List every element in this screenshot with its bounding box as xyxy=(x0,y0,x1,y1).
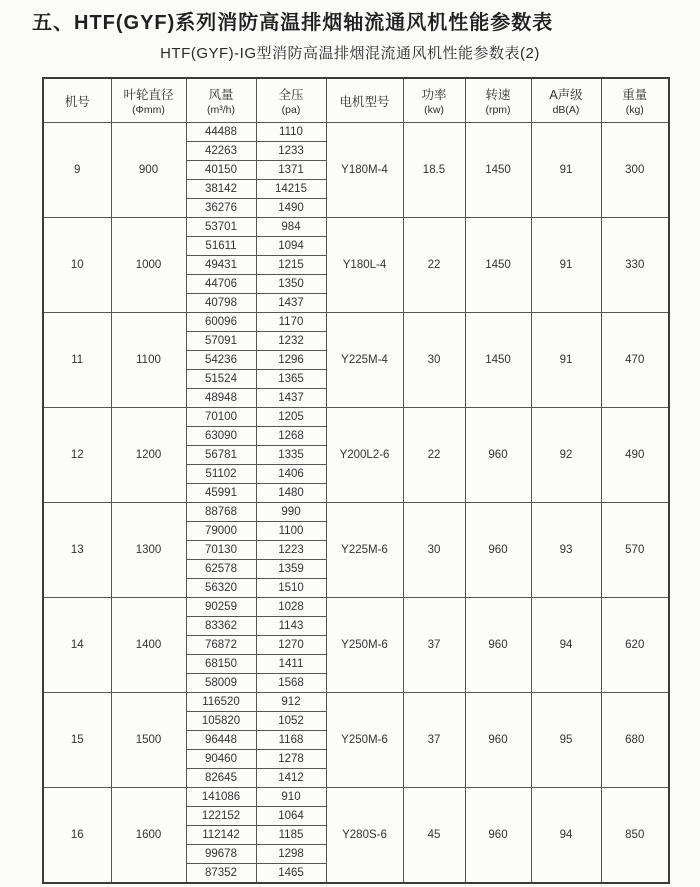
table-subtitle: HTF(GYF)-IG型消防高温排烟混流通风机性能参数表(2) xyxy=(160,45,540,62)
pressure-cell: 1365 xyxy=(256,370,326,389)
air-volume-cell: 40150 xyxy=(186,161,256,180)
table-row xyxy=(43,218,669,237)
page-title: 五、HTF(GYF)系列消防高温排烟轴流通风机性能参数表 xyxy=(32,12,554,34)
fan-no-cell: 13 xyxy=(43,503,111,598)
table-row xyxy=(43,408,669,427)
air-volume-cell: 90460 xyxy=(186,750,256,769)
impeller-dia-cell: 1400 xyxy=(111,598,186,693)
pressure-cell: 1064 xyxy=(256,807,326,826)
air-volume-cell: 70100 xyxy=(186,408,256,427)
pressure-cell: 1371 xyxy=(256,161,326,180)
fan-no-cell: 9 xyxy=(43,123,111,218)
air-volume-cell: 116520 xyxy=(186,693,256,712)
air-volume-cell: 44488 xyxy=(186,123,256,142)
power-cell: 30 xyxy=(403,313,465,408)
fan-no-cell: 11 xyxy=(43,313,111,408)
noise-cell: 91 xyxy=(531,123,601,218)
pressure-cell: 1406 xyxy=(256,465,326,484)
air-volume-cell: 87352 xyxy=(186,864,256,884)
air-volume-cell: 88768 xyxy=(186,503,256,522)
col-header-fan-no: 机号 xyxy=(43,78,111,123)
air-volume-cell: 53701 xyxy=(186,218,256,237)
col-header-pressure: 全压 (pa) xyxy=(256,78,326,123)
power-cell: 18.5 xyxy=(403,123,465,218)
pressure-cell: 1205 xyxy=(256,408,326,427)
noise-cell: 91 xyxy=(531,218,601,313)
table-row xyxy=(43,693,669,712)
impeller-dia-cell: 1200 xyxy=(111,408,186,503)
air-volume-cell: 83362 xyxy=(186,617,256,636)
motor-model-cell: Y250M-6 xyxy=(326,693,403,788)
table-row xyxy=(43,313,669,332)
air-volume-cell: 70130 xyxy=(186,541,256,560)
air-volume-cell: 51102 xyxy=(186,465,256,484)
air-volume-cell: 62578 xyxy=(186,560,256,579)
pressure-cell: 1223 xyxy=(256,541,326,560)
air-volume-cell: 40798 xyxy=(186,294,256,313)
pressure-cell: 1170 xyxy=(256,313,326,332)
fan-no-cell: 12 xyxy=(43,408,111,503)
noise-cell: 94 xyxy=(531,598,601,693)
motor-model-cell: Y200L2-6 xyxy=(326,408,403,503)
pressure-cell: 1480 xyxy=(256,484,326,503)
pressure-cell: 912 xyxy=(256,693,326,712)
air-volume-cell: 48948 xyxy=(186,389,256,408)
power-cell: 45 xyxy=(403,788,465,884)
pressure-cell: 1437 xyxy=(256,389,326,408)
pressure-cell: 1100 xyxy=(256,522,326,541)
air-volume-cell: 54236 xyxy=(186,351,256,370)
air-volume-cell: 68150 xyxy=(186,655,256,674)
table-row xyxy=(43,503,669,522)
fan-no-cell: 10 xyxy=(43,218,111,313)
pressure-cell: 1278 xyxy=(256,750,326,769)
weight-cell: 470 xyxy=(601,313,669,408)
pressure-cell: 990 xyxy=(256,503,326,522)
power-cell: 37 xyxy=(403,693,465,788)
motor-model-cell: Y225M-6 xyxy=(326,503,403,598)
pressure-cell: 1411 xyxy=(256,655,326,674)
motor-model-cell: Y180L-4 xyxy=(326,218,403,313)
air-volume-cell: 76872 xyxy=(186,636,256,655)
air-volume-cell: 105820 xyxy=(186,712,256,731)
col-header-noise: A声级 dB(A) xyxy=(531,78,601,123)
power-cell: 37 xyxy=(403,598,465,693)
pressure-cell: 1143 xyxy=(256,617,326,636)
pressure-cell: 910 xyxy=(256,788,326,807)
air-volume-cell: 56320 xyxy=(186,579,256,598)
impeller-dia-cell: 1300 xyxy=(111,503,186,598)
pressure-cell: 1510 xyxy=(256,579,326,598)
pressure-cell: 1412 xyxy=(256,769,326,788)
col-header-motor-model: 电机型号 xyxy=(326,78,403,123)
noise-cell: 91 xyxy=(531,313,601,408)
col-header-power: 功率 (kw) xyxy=(403,78,465,123)
noise-cell: 92 xyxy=(531,408,601,503)
pressure-cell: 1233 xyxy=(256,142,326,161)
air-volume-cell: 38142 xyxy=(186,180,256,199)
impeller-dia-cell: 1500 xyxy=(111,693,186,788)
pressure-cell: 1437 xyxy=(256,294,326,313)
col-header-weight: 重量 (kg) xyxy=(601,78,669,123)
pressure-cell: 1298 xyxy=(256,845,326,864)
weight-cell: 300 xyxy=(601,123,669,218)
speed-cell: 960 xyxy=(465,598,531,693)
fan-no-cell: 14 xyxy=(43,598,111,693)
pressure-cell: 1094 xyxy=(256,237,326,256)
air-volume-cell: 36276 xyxy=(186,199,256,218)
pressure-cell: 1359 xyxy=(256,560,326,579)
air-volume-cell: 44706 xyxy=(186,275,256,294)
pressure-cell: 1185 xyxy=(256,826,326,845)
speed-cell: 1450 xyxy=(465,218,531,313)
power-cell: 22 xyxy=(403,218,465,313)
speed-cell: 960 xyxy=(465,408,531,503)
air-volume-cell: 96448 xyxy=(186,731,256,750)
air-volume-cell: 60096 xyxy=(186,313,256,332)
weight-cell: 850 xyxy=(601,788,669,884)
weight-cell: 490 xyxy=(601,408,669,503)
fan-no-cell: 15 xyxy=(43,693,111,788)
col-header-air-volume: 风量 (m³/h) xyxy=(186,78,256,123)
impeller-dia-cell: 1000 xyxy=(111,218,186,313)
pressure-cell: 1110 xyxy=(256,123,326,142)
weight-cell: 620 xyxy=(601,598,669,693)
motor-model-cell: Y225M-4 xyxy=(326,313,403,408)
power-cell: 22 xyxy=(403,408,465,503)
pressure-cell: 1465 xyxy=(256,864,326,884)
speed-cell: 960 xyxy=(465,503,531,598)
motor-model-cell: Y250M-6 xyxy=(326,598,403,693)
col-header-speed: 转速 (rpm) xyxy=(465,78,531,123)
air-volume-cell: 57091 xyxy=(186,332,256,351)
noise-cell: 95 xyxy=(531,693,601,788)
air-volume-cell: 90259 xyxy=(186,598,256,617)
pressure-cell: 1296 xyxy=(256,351,326,370)
motor-model-cell: Y280S-6 xyxy=(326,788,403,884)
weight-cell: 680 xyxy=(601,693,669,788)
header-row xyxy=(43,78,669,123)
speed-cell: 960 xyxy=(465,693,531,788)
noise-cell: 94 xyxy=(531,788,601,884)
pressure-cell: 1028 xyxy=(256,598,326,617)
air-volume-cell: 63090 xyxy=(186,427,256,446)
noise-cell: 93 xyxy=(531,503,601,598)
col-header-impeller-dia: 叶轮直径 (Φmm) xyxy=(111,78,186,123)
speed-cell: 1450 xyxy=(465,313,531,408)
air-volume-cell: 79000 xyxy=(186,522,256,541)
air-volume-cell: 141086 xyxy=(186,788,256,807)
table-row xyxy=(43,598,669,617)
speed-cell: 1450 xyxy=(465,123,531,218)
air-volume-cell: 58009 xyxy=(186,674,256,693)
pressure-cell: 1232 xyxy=(256,332,326,351)
power-cell: 30 xyxy=(403,503,465,598)
air-volume-cell: 99678 xyxy=(186,845,256,864)
motor-model-cell: Y180M-4 xyxy=(326,123,403,218)
air-volume-cell: 45991 xyxy=(186,484,256,503)
impeller-dia-cell: 1100 xyxy=(111,313,186,408)
air-volume-cell: 51611 xyxy=(186,237,256,256)
air-volume-cell: 82645 xyxy=(186,769,256,788)
air-volume-cell: 49431 xyxy=(186,256,256,275)
pressure-cell: 14215 xyxy=(256,180,326,199)
pressure-cell: 1052 xyxy=(256,712,326,731)
impeller-dia-cell: 1600 xyxy=(111,788,186,884)
table-row xyxy=(43,123,669,142)
speed-cell: 960 xyxy=(465,788,531,884)
fan-spec-table xyxy=(42,77,670,884)
pressure-cell: 1335 xyxy=(256,446,326,465)
pressure-cell: 1270 xyxy=(256,636,326,655)
air-volume-cell: 112142 xyxy=(186,826,256,845)
air-volume-cell: 51524 xyxy=(186,370,256,389)
pressure-cell: 1268 xyxy=(256,427,326,446)
weight-cell: 330 xyxy=(601,218,669,313)
fan-no-cell: 16 xyxy=(43,788,111,884)
air-volume-cell: 56781 xyxy=(186,446,256,465)
pressure-cell: 1350 xyxy=(256,275,326,294)
pressure-cell: 1215 xyxy=(256,256,326,275)
table-row xyxy=(43,788,669,807)
pressure-cell: 1490 xyxy=(256,199,326,218)
air-volume-cell: 122152 xyxy=(186,807,256,826)
pressure-cell: 1168 xyxy=(256,731,326,750)
air-volume-cell: 42263 xyxy=(186,142,256,161)
pressure-cell: 1568 xyxy=(256,674,326,693)
impeller-dia-cell: 900 xyxy=(111,123,186,218)
weight-cell: 570 xyxy=(601,503,669,598)
pressure-cell: 984 xyxy=(256,218,326,237)
